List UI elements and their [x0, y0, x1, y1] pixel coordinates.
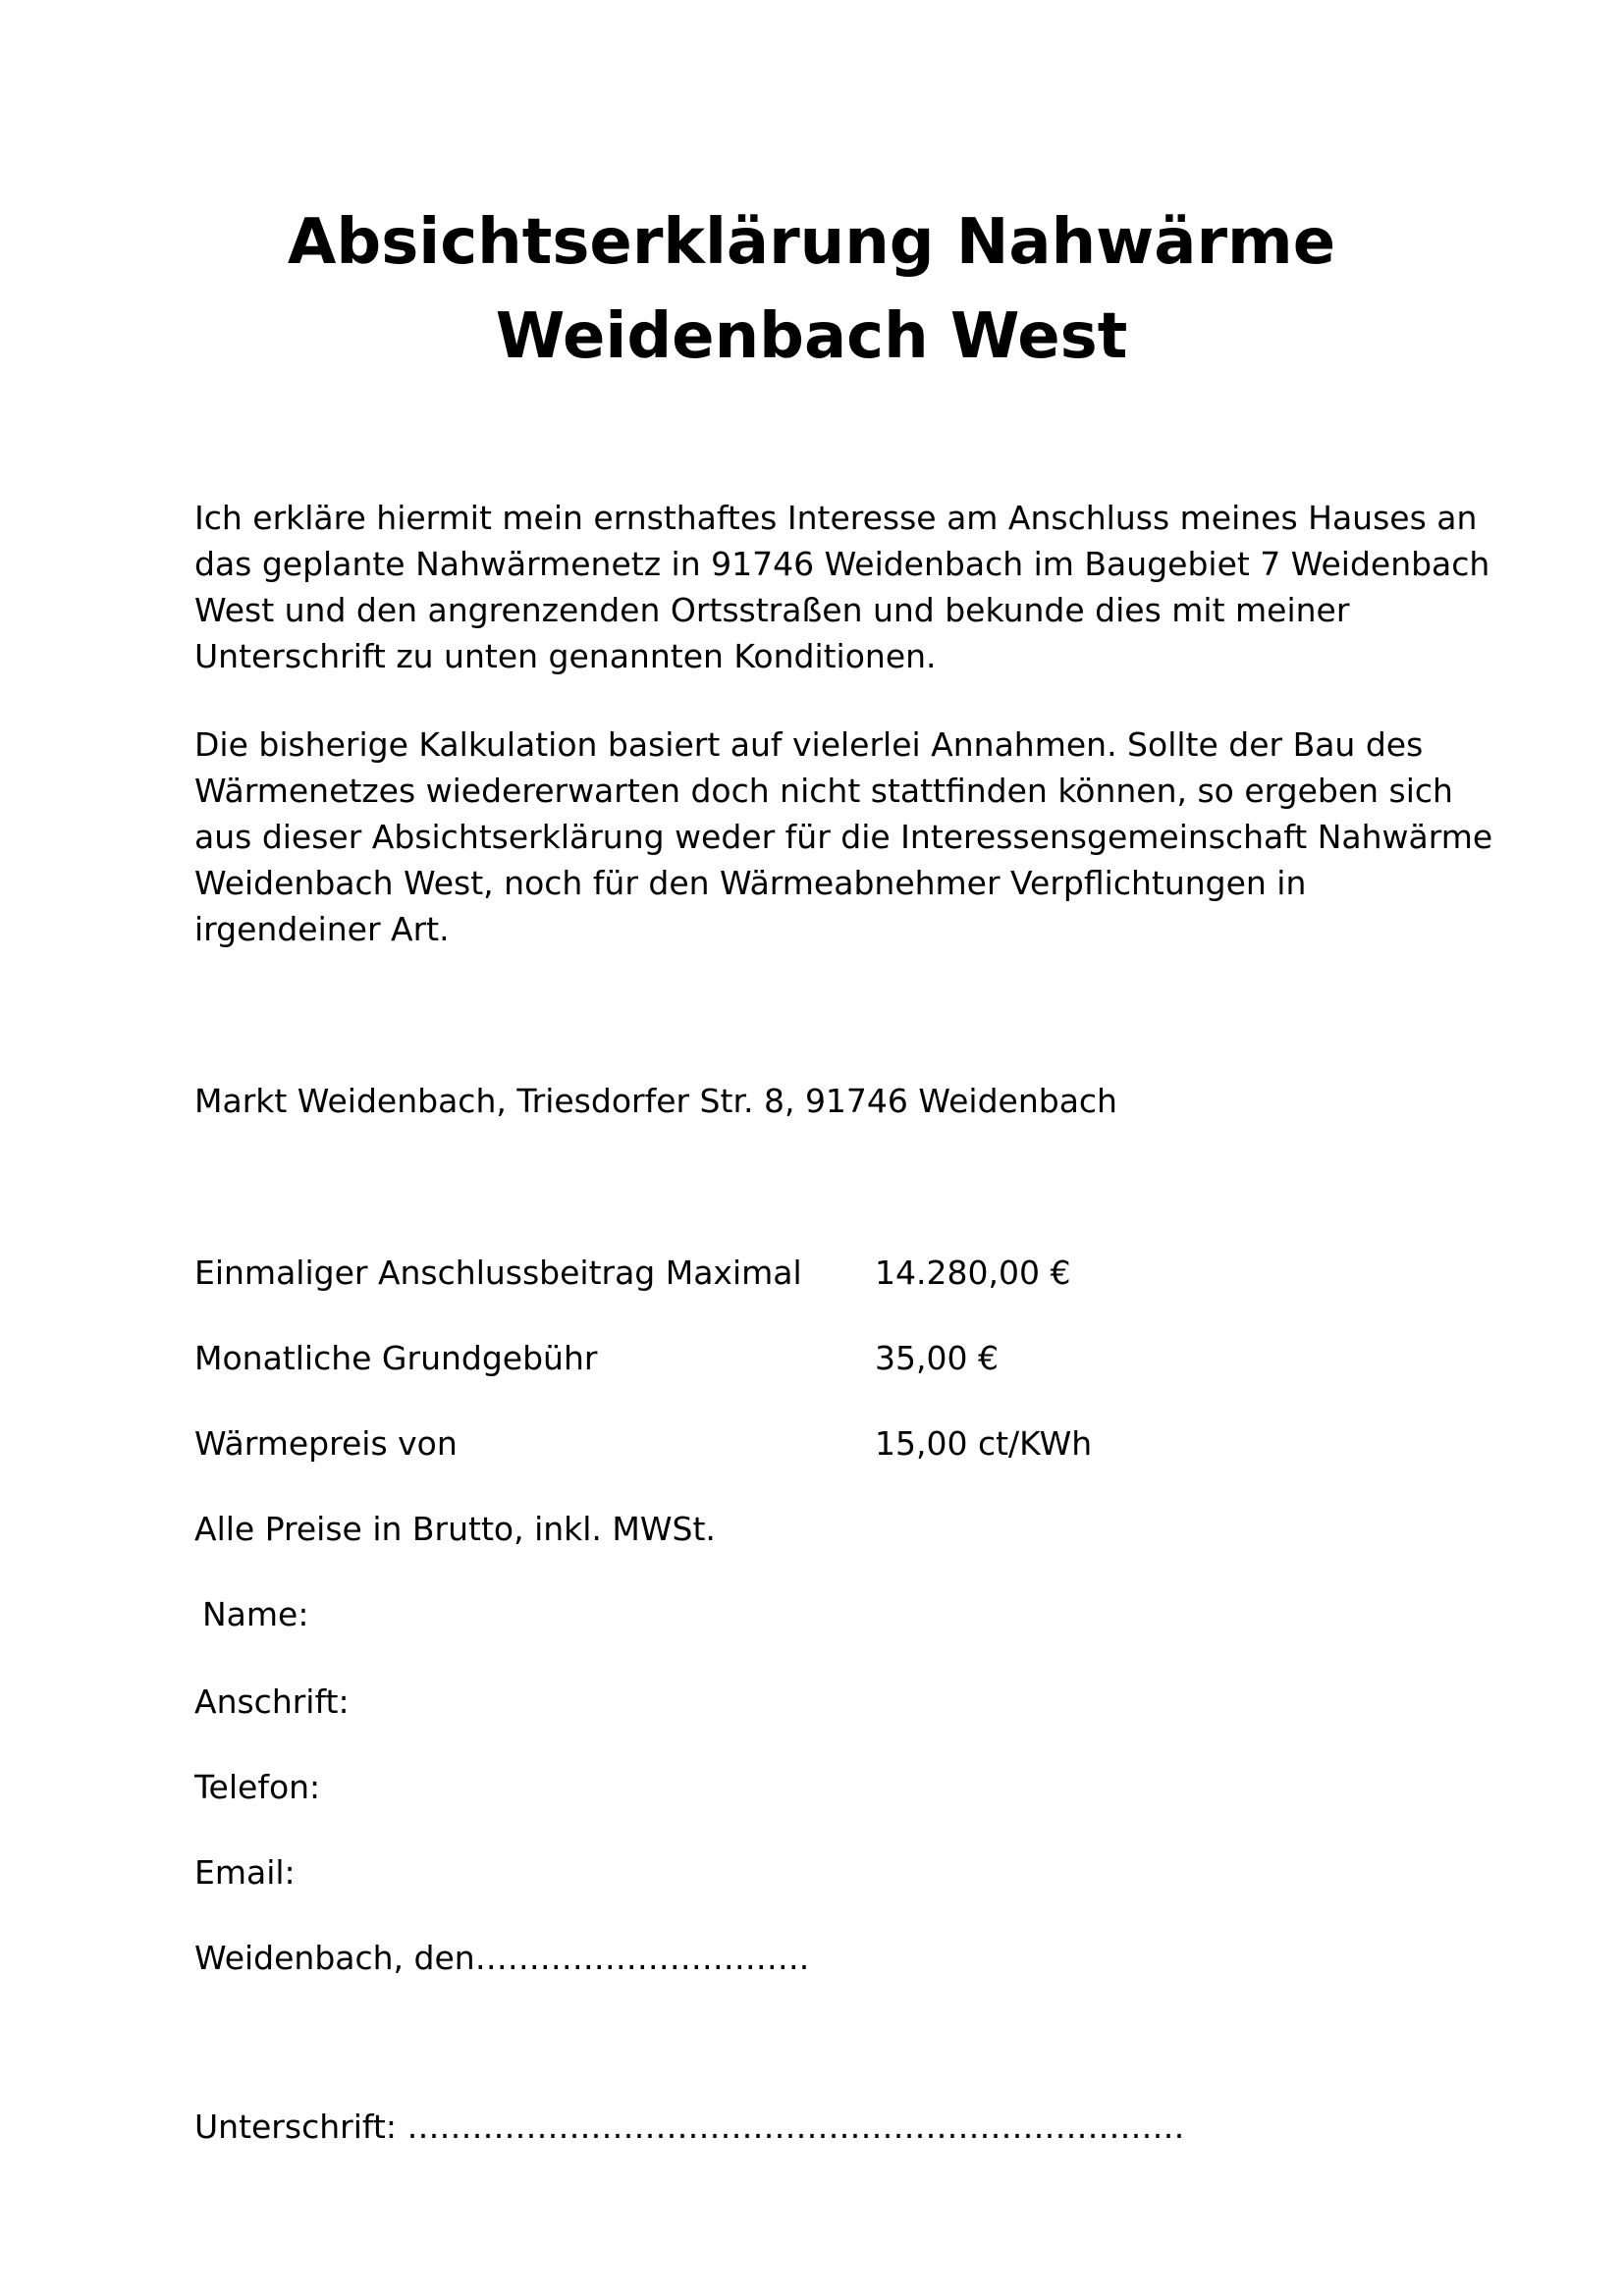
address-field-label: Anschrift: — [194, 1682, 350, 1721]
price-label: Wärmepreis von — [194, 1424, 458, 1463]
email-field-label: Email: — [194, 1853, 296, 1892]
signature-field-line: Unterschrift: ……………………………………………………………… — [194, 2108, 1185, 2146]
price-value: 35,00 € — [875, 1339, 999, 1377]
name-field-label: Name: — [202, 1595, 309, 1633]
paragraph-line: Ich erkläre hiermit mein ernsthaftes Interesse am Anschluss meines Hauses an — [194, 499, 1478, 537]
paragraph-line: das geplante Nahwärmenetz in 91746 Weidenbach im Baugebiet 7 Weidenbach — [194, 545, 1490, 583]
intro-paragraph — [194, 495, 1490, 679]
disclaimer-paragraph — [194, 721, 1493, 952]
paragraph-line: Wärmenetzes wiedererwarten doch nicht stattfinden können, so ergeben sich — [194, 772, 1453, 810]
paragraph-line: Die bisherige Kalkulation basiert auf vielerlei Annahmen. Sollte der Bau des — [194, 725, 1424, 764]
date-field-line: Weidenbach, den…………………………. — [194, 1939, 810, 1977]
title-line-2: Weidenbach West — [495, 300, 1128, 373]
paragraph-line: West und den angrenzenden Ortsstraßen und bekunde dies mit meiner — [194, 591, 1350, 629]
price-value: 14.280,00 € — [875, 1254, 1071, 1292]
paragraph-line: irgendeiner Art. — [194, 910, 450, 948]
paragraph-line: aus dieser Absichtserklärung weder für die Interessensgemeinschaft Nahwärme — [194, 818, 1493, 856]
vat-note: Alle Preise in Brutto, inkl. MWSt. — [194, 1510, 716, 1548]
paragraph-line: Weidenbach West, noch für den Wärmeabnehmer Verpflichtungen in — [194, 864, 1307, 902]
issuer-address: Markt Weidenbach, Triesdorfer Str. 8, 91746 Weidenbach — [194, 1082, 1117, 1120]
price-value: 15,00 ct/KWh — [875, 1424, 1093, 1463]
paragraph-line: Unterschrift zu unten genannten Konditionen. — [194, 637, 937, 675]
price-label: Einmaliger Anschlussbeitrag Maximal — [194, 1254, 802, 1292]
phone-field-label: Telefon: — [194, 1768, 321, 1806]
title-line-1: Absichtserklärung Nahwärme — [287, 206, 1336, 279]
price-label: Monatliche Grundgebühr — [194, 1339, 598, 1377]
